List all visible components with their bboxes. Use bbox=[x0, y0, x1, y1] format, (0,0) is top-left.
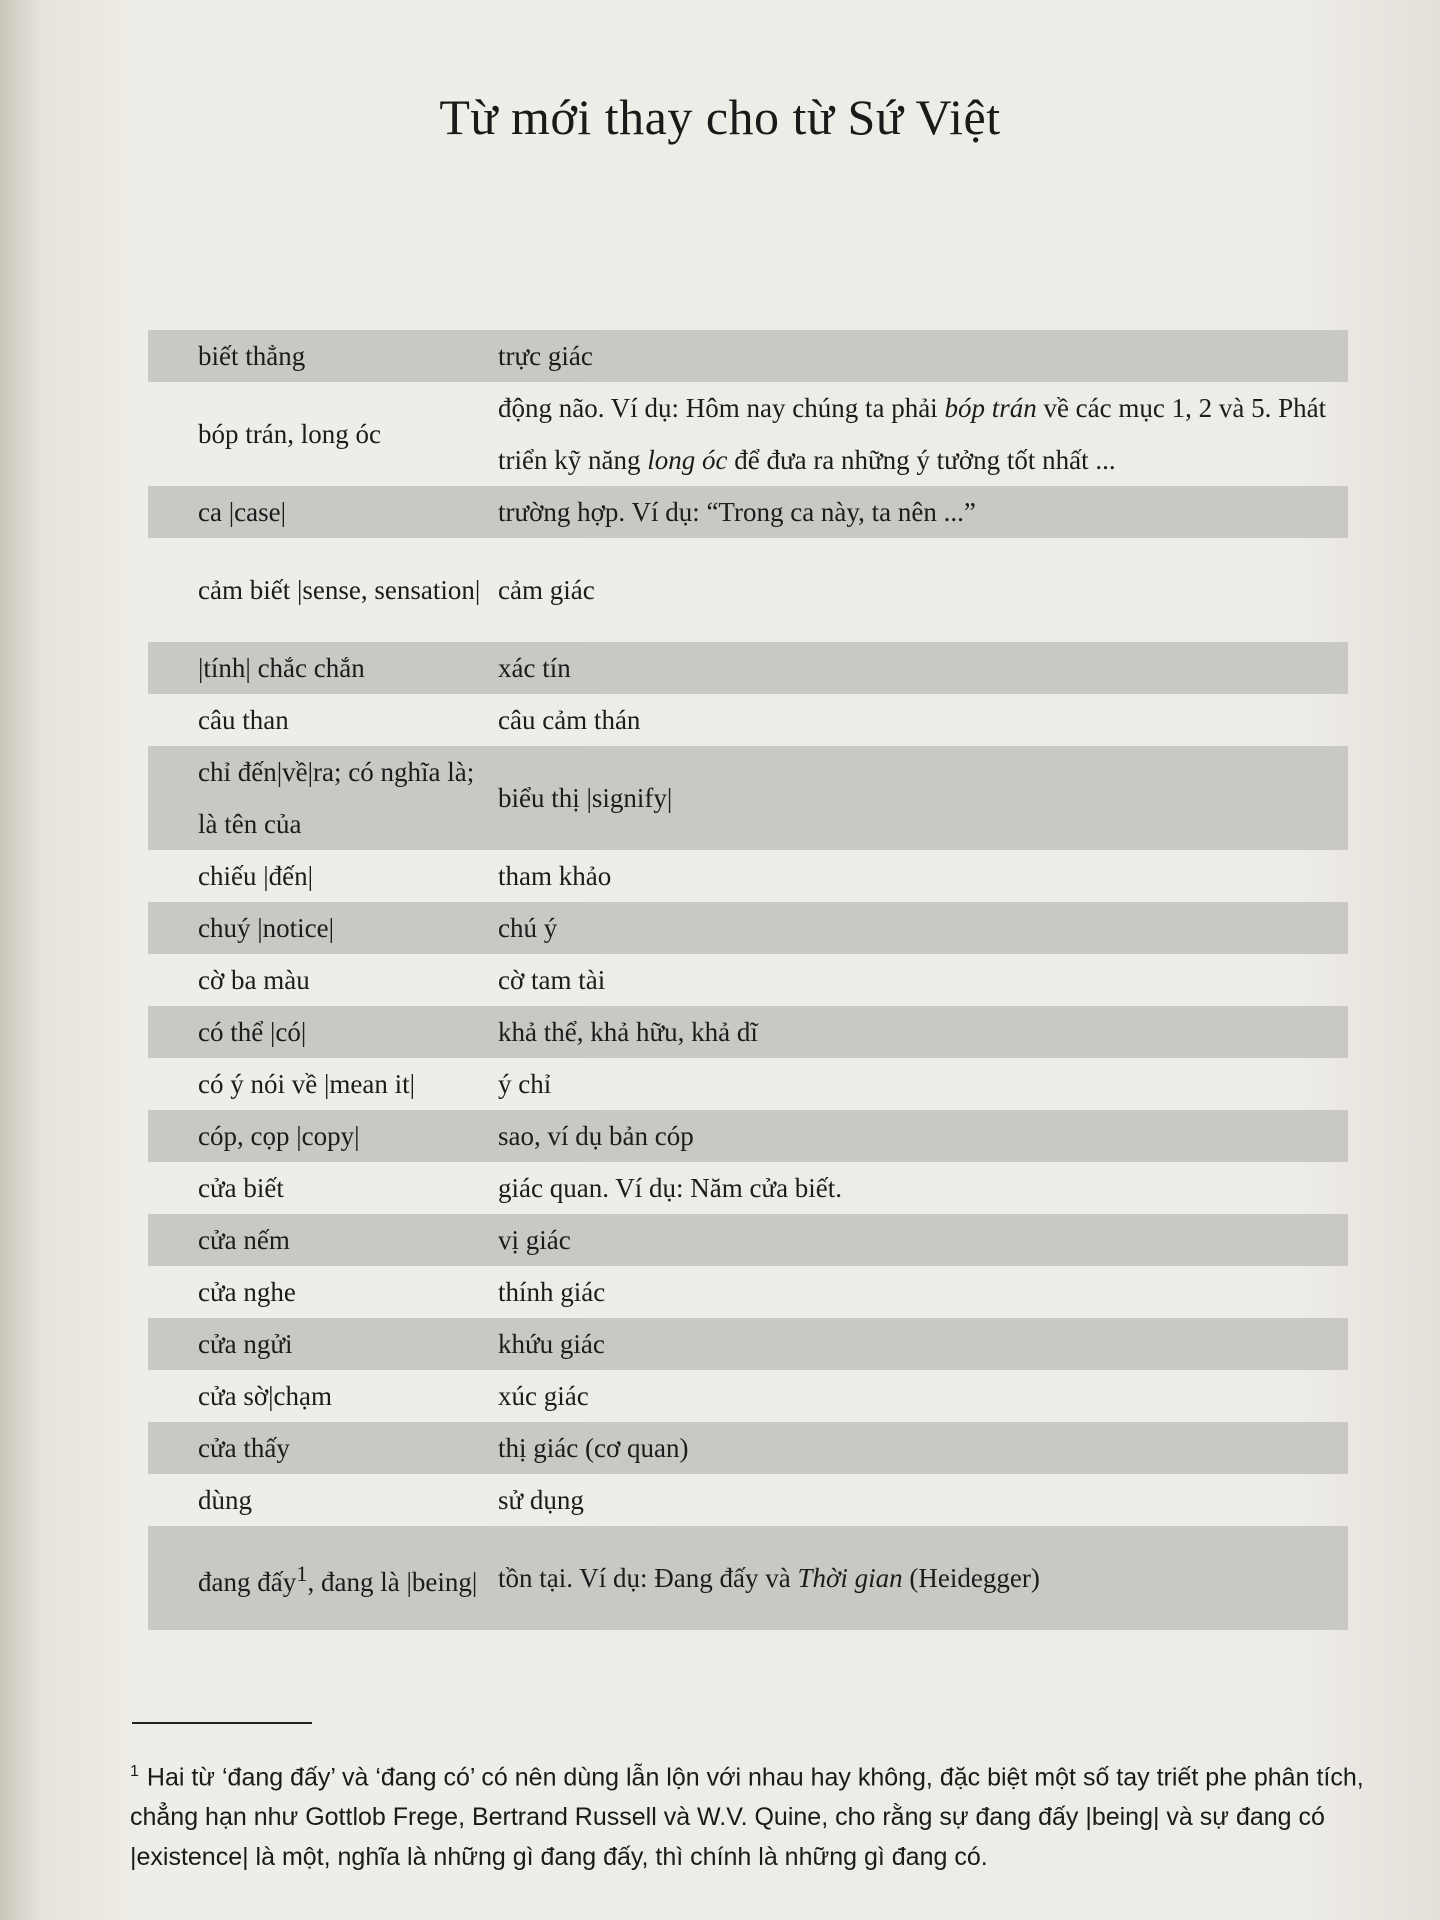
term-cell: cảm biết |sense, sensation| bbox=[198, 575, 481, 605]
meaning-cell: khứu giác bbox=[498, 1329, 605, 1359]
glossary-table bbox=[148, 330, 1348, 1630]
footnote-text: Hai từ ‘đang đấy’ và ‘đang có’ có nên dùng lẫn lộn với nhau hay không, đặc biệt một số tay triết phe phân tích, chẳng hạn như Gottlob Frege, Bertrand Russell và W.V. Quine, cho rằng sự đang đấy |being| và sự đang có |existence| là một, nghĩa là những gì đang đấy, thì chính là những gì đang có. bbox=[130, 1763, 1364, 1872]
table-row bbox=[148, 538, 1348, 642]
table-row bbox=[148, 1422, 1348, 1474]
table-row bbox=[148, 1110, 1348, 1162]
term-cell: cửa nghe bbox=[198, 1277, 296, 1307]
meaning-cell: động não. Ví dụ: Hôm nay chúng ta phải bóp trán về các mục 1, 2 và 5. Phát triển kỹ năng long óc để đưa ra những ý tưởng tốt nhất ... bbox=[498, 393, 1327, 475]
term-cell: |tính| chắc chắn bbox=[198, 653, 365, 683]
table-row bbox=[148, 954, 1348, 1006]
meaning-cell: tham khảo bbox=[498, 861, 612, 891]
term-cell: có ý nói về |mean it| bbox=[198, 1069, 416, 1099]
meaning-cell: sử dụng bbox=[498, 1485, 584, 1515]
page-title: Từ mới thay cho từ Sứ Việt bbox=[439, 89, 1001, 145]
footnote bbox=[130, 1752, 1420, 1877]
footnote-marker: 1 bbox=[296, 1561, 308, 1586]
meaning-cell: vị giác bbox=[498, 1225, 571, 1255]
meaning-cell: thính giác bbox=[498, 1277, 606, 1307]
meaning-cell: thị giác (cơ quan) bbox=[498, 1433, 689, 1463]
term-cell: câu than bbox=[198, 705, 289, 735]
table-row bbox=[148, 1370, 1348, 1422]
table-row bbox=[148, 1214, 1348, 1266]
term-cell: ca |case| bbox=[198, 497, 286, 527]
term-cell: bóp trán, long óc bbox=[198, 419, 381, 449]
table-row bbox=[148, 1318, 1348, 1370]
table-row bbox=[148, 746, 1348, 850]
table-row bbox=[148, 902, 1348, 954]
term-cell: cửa thấy bbox=[198, 1433, 290, 1463]
meaning-cell: câu cảm thán bbox=[498, 705, 641, 735]
term-cell: cửa biết bbox=[198, 1173, 284, 1203]
term-cell: đang đấy$^1$, đang là |being| bbox=[198, 1561, 478, 1597]
meaning-cell: trực giác bbox=[498, 341, 593, 371]
table-row bbox=[148, 1058, 1348, 1110]
term-cell: chuý |notice| bbox=[198, 913, 335, 943]
meaning-cell: biểu thị |signify| bbox=[498, 783, 673, 813]
table-row bbox=[148, 642, 1348, 694]
meaning-cell: khả thể, khả hữu, khả dĩ bbox=[498, 1017, 758, 1047]
table-row bbox=[148, 382, 1348, 486]
term-cell: cóp, cọp |copy| bbox=[198, 1121, 360, 1151]
term-cell: cửa sờ|chạm bbox=[198, 1381, 333, 1411]
table-row bbox=[148, 850, 1348, 902]
table-row bbox=[148, 1266, 1348, 1318]
meaning-cell: trường hợp. Ví dụ: “Trong ca này, ta nên ...” bbox=[498, 497, 976, 527]
term-cell: cửa ngửi bbox=[198, 1329, 293, 1359]
term-cell: có thể |có| bbox=[198, 1017, 307, 1047]
term-cell: cờ ba màu bbox=[198, 965, 310, 995]
meaning-cell: sao, ví dụ bản cóp bbox=[498, 1121, 694, 1151]
meaning-cell: xúc giác bbox=[498, 1381, 589, 1411]
term-cell: cửa nếm bbox=[198, 1225, 290, 1255]
table-row bbox=[148, 486, 1348, 538]
footnote-number: 1 bbox=[130, 1763, 139, 1780]
meaning-cell: cờ tam tài bbox=[498, 965, 606, 995]
footnote-divider bbox=[132, 1722, 312, 1724]
term-cell: chiếu |đến| bbox=[198, 861, 314, 891]
table-row bbox=[148, 1526, 1348, 1630]
meaning-cell: ý chỉ bbox=[498, 1069, 552, 1099]
table-row bbox=[148, 694, 1348, 746]
meaning-cell: giác quan. Ví dụ: Năm cửa biết. bbox=[498, 1173, 843, 1203]
table-row bbox=[148, 330, 1348, 382]
meaning-cell: tồn tại. Ví dụ: Đang đấy và Thời gian (Heidegger) bbox=[498, 1563, 1040, 1593]
table-row bbox=[148, 1162, 1348, 1214]
meaning-cell: cảm giác bbox=[498, 575, 595, 605]
meaning-cell: chú ý bbox=[498, 913, 558, 943]
table-row bbox=[148, 1474, 1348, 1526]
term-cell: biết thẳng bbox=[198, 341, 306, 371]
meaning-cell: xác tín bbox=[498, 653, 571, 683]
table-row bbox=[148, 1006, 1348, 1058]
term-cell: chỉ đến|về|ra; có nghĩa là; là tên của bbox=[198, 757, 475, 839]
term-cell: dùng bbox=[198, 1485, 252, 1515]
